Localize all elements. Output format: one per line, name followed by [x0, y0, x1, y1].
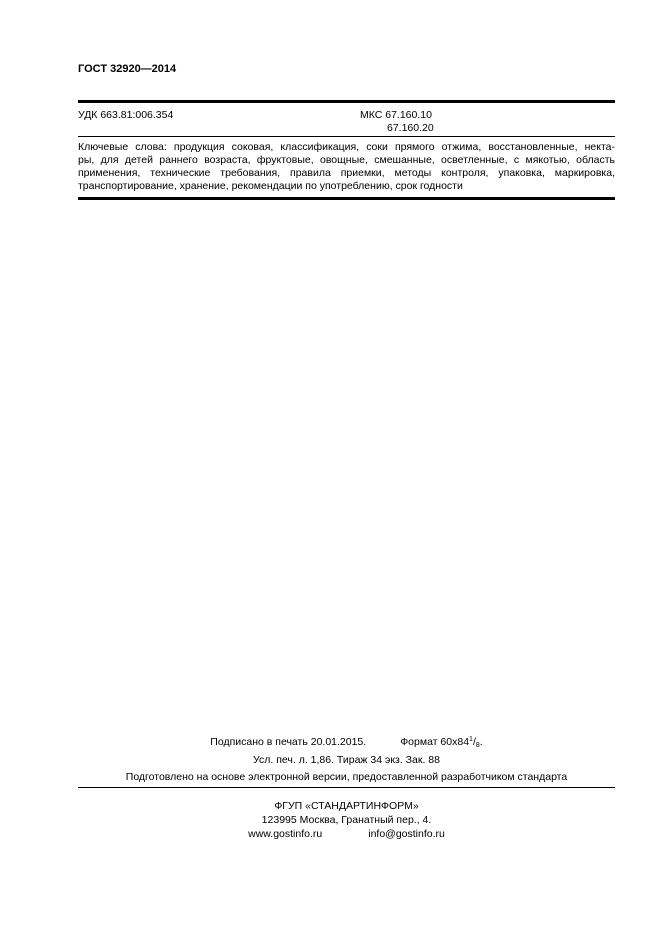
top-divider: [78, 100, 615, 103]
imprint-block: [78, 733, 615, 767]
keywords-block: [78, 141, 615, 193]
print-details: Усл. печ. л. 1,86. Тираж 34 экз. Зак. 88: [253, 754, 440, 766]
format-label: Формат 60x84: [400, 736, 470, 748]
format-numerator: 1: [469, 736, 473, 743]
keywords-line: ры, для детей раннего возраста, фруктовые, овощные, смешанные, осветленные, с мякотью, область: [78, 154, 615, 166]
ics-codes: [360, 109, 434, 134]
classification-divider: [78, 136, 615, 137]
keywords-divider: [78, 197, 615, 200]
udc-code: УДК 663.81:006.354: [78, 109, 174, 121]
format-denominator: 8: [475, 742, 480, 749]
publisher-email[interactable]: info@gostinfo.ru: [368, 828, 445, 840]
publisher-name: ФГУП «СТАНДАРТИНФОРМ»: [274, 800, 419, 812]
keywords-line: транспортирование, хранение, рекомендации по употреблению, срок годности: [78, 180, 463, 192]
publisher-website[interactable]: www.gostinfo.ru: [248, 828, 323, 840]
keywords-line: применения, технические требования, правила приемки, методы контроля, упаковка, маркировка,: [78, 167, 615, 179]
format-period: .: [479, 736, 483, 748]
publisher-block: [78, 799, 615, 841]
prepared-note: Подготовлено на основе электронной версии, предоставленной разработчиком стандарта: [125, 771, 568, 783]
ics-code-2: 67.160.20: [387, 121, 434, 134]
imprint-line-1: Подписано в печать 20.01.2015. Формат $60x84^1/_8$.: [210, 736, 483, 749]
standard-code: ГОСТ 32920—2014: [78, 63, 177, 75]
signed-date: Подписано в печать 20.01.2015.: [210, 736, 367, 748]
publisher-address: 123995 Москва, Гранатный пер., 4.: [261, 814, 432, 826]
keywords-line: Ключевые слова: продукция соковая, классификация, соки прямого отжима, восстановленные, некта-: [78, 141, 615, 153]
publisher-contacts: [78, 827, 615, 841]
prepared-divider: [78, 787, 615, 788]
ics-code-1: МКС 67.160.10: [360, 109, 432, 121]
